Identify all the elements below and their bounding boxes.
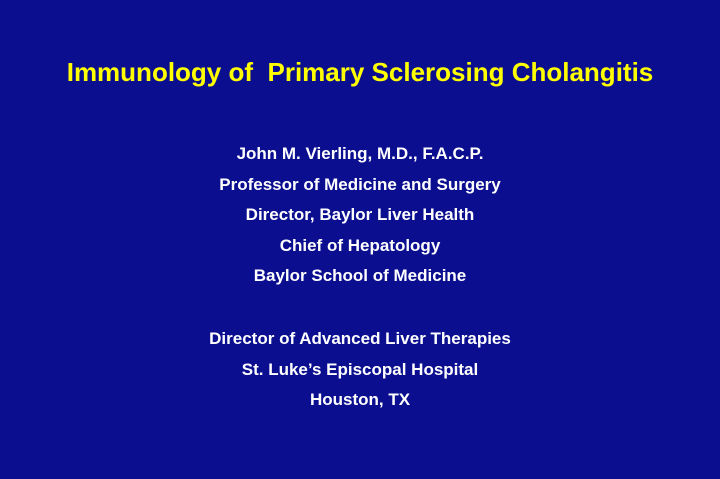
author-title-chief: Chief of Hepatology <box>279 235 441 255</box>
affiliation-location: Houston, TX <box>309 390 411 409</box>
author-name: John M. Vierling, M.D., F.A.C.P. <box>236 144 484 163</box>
affiliation-hospital: St. Luke’s Episcopal Hospital <box>241 359 479 379</box>
author-block <box>0 139 720 292</box>
author-title-professor: Professor of Medicine and Surgery <box>219 174 501 194</box>
affiliation-role: Director of Advanced Liver Therapies <box>209 329 511 348</box>
affiliation-block <box>0 324 720 416</box>
slide-title: Immunology of Primary Sclerosing Cholangitis <box>66 57 654 87</box>
author-institution: Baylor School of Medicine <box>253 266 467 285</box>
author-title-director: Director, Baylor Liver Health <box>245 205 475 224</box>
